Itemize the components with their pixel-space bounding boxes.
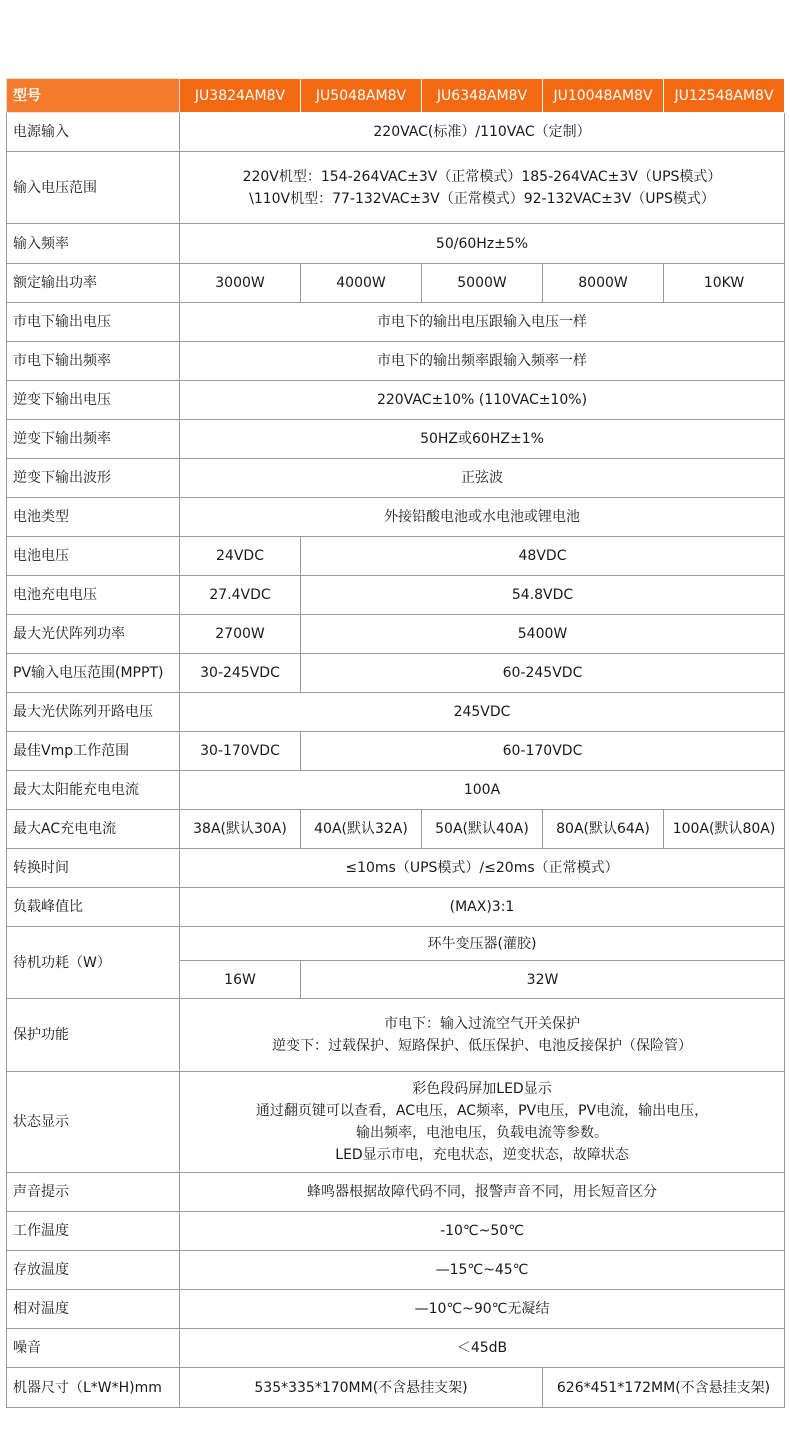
row-label: 逆变下输出波形	[7, 459, 180, 498]
row-label: 最大光伏阵列功率	[7, 615, 180, 654]
row-label: 逆变下输出电压	[7, 381, 180, 420]
table-row	[7, 771, 785, 810]
value-line: 市电下：输入过流空气开关保护	[384, 1016, 580, 1032]
row-value: 5400W	[301, 615, 785, 654]
row-value: ＜45dB	[180, 1329, 785, 1368]
row-label: 逆变下输出频率	[7, 420, 180, 459]
table-row	[7, 888, 785, 927]
row-label: 噪音	[7, 1329, 180, 1368]
row-label: 市电下输出频率	[7, 342, 180, 381]
row-value: 80A(默认64A)	[543, 810, 664, 849]
model-name: JU10048AM8V	[543, 79, 664, 113]
row-value	[180, 1072, 785, 1173]
row-value: 38A(默认30A)	[180, 810, 301, 849]
table-row	[7, 810, 785, 849]
row-value: 2700W	[180, 615, 301, 654]
table-row	[7, 576, 785, 615]
value-line: LED显示市电，充电状态，逆变状态，故障状态	[335, 1147, 629, 1163]
row-value: 220VAC(标准）/110VAC（定制）	[180, 113, 785, 152]
row-label: 保护功能	[7, 999, 180, 1072]
table-row	[7, 498, 785, 537]
row-value: —10℃~90℃无凝结	[180, 1290, 785, 1329]
table-row	[7, 1329, 785, 1368]
row-value: 40A(默认32A)	[301, 810, 422, 849]
table-row	[7, 1251, 785, 1290]
table-row	[7, 732, 785, 771]
row-value	[180, 999, 785, 1072]
value-line: 通过翻页键可以查看，AC电压，AC频率，PV电压，PV电流，输出电压，	[255, 1103, 709, 1119]
row-label: 声音提示	[7, 1173, 180, 1212]
row-label: PV输入电压范围(MPPT)	[7, 654, 180, 693]
row-value: 正弦波	[180, 459, 785, 498]
value-line: \110V机型：77-132VAC±3V（正常模式）92-132VAC±3V（UPS模式）	[249, 190, 715, 207]
table-row	[7, 303, 785, 342]
value-line: 彩色段码屏加LED显示	[412, 1081, 552, 1097]
table-row	[7, 342, 785, 381]
row-value: 535*335*170MM(不含悬挂支架)	[180, 1368, 543, 1408]
table-header-row	[7, 79, 785, 113]
row-value	[180, 152, 785, 224]
table-row	[7, 459, 785, 498]
row-value: 220VAC±10% (110VAC±10%)	[180, 381, 785, 420]
row-value: 市电下的输出频率跟输入频率一样	[180, 342, 785, 381]
table-row	[7, 1290, 785, 1329]
row-value: 100A	[180, 771, 785, 810]
table-row	[7, 693, 785, 732]
row-value: 32W	[301, 961, 785, 999]
row-label: 最佳Vmp工作范围	[7, 732, 180, 771]
row-label: 机器尺寸（L*W*H)mm	[7, 1368, 180, 1408]
row-value: (MAX)3:1	[180, 888, 785, 927]
row-value: 蜂鸣器根据故障代码不同，报警声音不同，用长短音区分	[180, 1173, 785, 1212]
value-line: 输出频率，电池电压，负载电流等参数。	[356, 1125, 608, 1141]
row-label: 状态显示	[7, 1072, 180, 1173]
table-row	[7, 264, 785, 303]
table-row	[7, 113, 785, 152]
row-value: 4000W	[301, 264, 422, 303]
row-value: 60-170VDC	[301, 732, 785, 771]
row-value: 30-245VDC	[180, 654, 301, 693]
row-value: 市电下的输出电压跟输入电压一样	[180, 303, 785, 342]
row-label: 待机功耗（W）	[7, 927, 180, 999]
row-label: 市电下输出电压	[7, 303, 180, 342]
row-value: 16W	[180, 961, 301, 999]
row-value: ≤10ms（UPS模式）/≤20ms（正常模式）	[180, 849, 785, 888]
row-label: 最大太阳能充电电流	[7, 771, 180, 810]
row-value: 3000W	[180, 264, 301, 303]
table-row	[7, 1368, 785, 1408]
table-row	[7, 615, 785, 654]
row-value: 10KW	[664, 264, 785, 303]
row-value: 100A(默认80A)	[664, 810, 785, 849]
row-label: 电池类型	[7, 498, 180, 537]
row-label: 电源输入	[7, 113, 180, 152]
row-value: 5000W	[422, 264, 543, 303]
row-value: 54.8VDC	[301, 576, 785, 615]
row-value: 外接铅酸电池或水电池或锂电池	[180, 498, 785, 537]
row-value: 60-245VDC	[301, 654, 785, 693]
row-value: 50HZ或60HZ±1%	[180, 420, 785, 459]
table-row	[7, 1212, 785, 1251]
row-value: 50/60Hz±5%	[180, 224, 785, 264]
row-label: 最大光伏陈列开路电压	[7, 693, 180, 732]
table-row	[7, 927, 785, 961]
row-label: 输入频率	[7, 224, 180, 264]
table-row	[7, 152, 785, 224]
row-value: 245VDC	[180, 693, 785, 732]
model-name: JU5048AM8V	[301, 79, 422, 113]
model-name: JU6348AM8V	[422, 79, 543, 113]
table-row	[7, 1072, 785, 1173]
spec-table	[6, 78, 785, 1408]
model-name: JU3824AM8V	[180, 79, 301, 113]
row-label: 额定输出功率	[7, 264, 180, 303]
row-value: 30-170VDC	[180, 732, 301, 771]
row-value: 环牛变压器(灌胶)	[180, 927, 785, 961]
row-value: 626*451*172MM(不含悬挂支架)	[543, 1368, 785, 1408]
model-label: 型号	[7, 79, 180, 113]
row-value: 48VDC	[301, 537, 785, 576]
row-value: 24VDC	[180, 537, 301, 576]
model-name: JU12548AM8V	[664, 79, 785, 113]
table-row	[7, 1173, 785, 1212]
value-line: 220V机型：154-264VAC±3V（正常模式）185-264VAC±3V（UPS模式）	[242, 168, 722, 185]
row-value: 8000W	[543, 264, 664, 303]
row-label: 输入电压范围	[7, 152, 180, 224]
row-label: 最大AC充电电流	[7, 810, 180, 849]
table-row	[7, 999, 785, 1072]
row-label: 存放温度	[7, 1251, 180, 1290]
table-row	[7, 224, 785, 264]
row-label: 电池电压	[7, 537, 180, 576]
row-value: —15℃~45℃	[180, 1251, 785, 1290]
row-label: 电池充电电压	[7, 576, 180, 615]
row-value: 50A(默认40A)	[422, 810, 543, 849]
table-row	[7, 537, 785, 576]
row-value: 27.4VDC	[180, 576, 301, 615]
table-row	[7, 849, 785, 888]
row-value: -10℃~50℃	[180, 1212, 785, 1251]
value-line: 逆变下：过载保护、短路保护、低压保护、电池反接保护（保险管）	[272, 1038, 692, 1054]
row-label: 负载峰值比	[7, 888, 180, 927]
row-label: 工作温度	[7, 1212, 180, 1251]
row-label: 相对温度	[7, 1290, 180, 1329]
table-row	[7, 420, 785, 459]
row-label: 转换时间	[7, 849, 180, 888]
table-row	[7, 654, 785, 693]
table-row	[7, 381, 785, 420]
